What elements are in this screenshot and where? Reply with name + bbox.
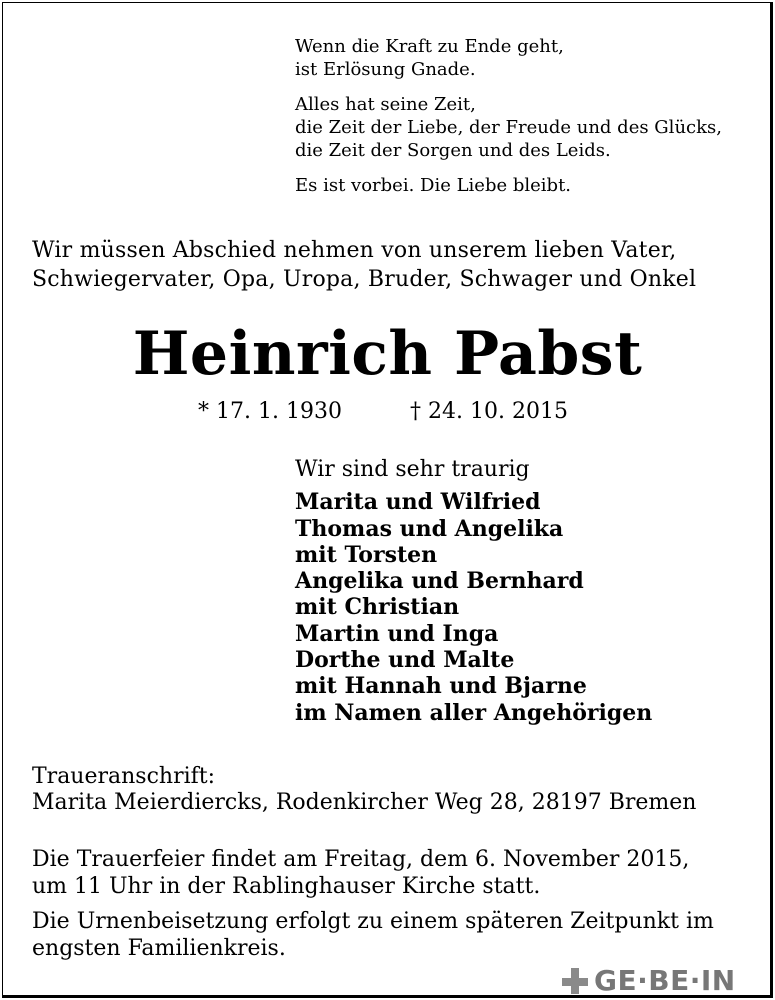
mourner-name: mit Hannah und Bjarne (295, 673, 587, 700)
funeral-line: Die Trauerfeier findet am Freitag, dem 6. November 2015, (32, 847, 690, 872)
poem-line: Es ist vorbei. Die Liebe bleibt. (295, 175, 572, 196)
ceremony-info (32, 846, 714, 970)
mourner-name: Thomas und Angelika (295, 515, 564, 542)
mourner-name: Martin und Inga (295, 620, 499, 647)
mourners-block (295, 457, 652, 726)
mourner-name: mit Christian (295, 594, 460, 621)
death-date: † 24. 10. 2015 (410, 399, 568, 424)
mourner-name: mit Torsten (295, 541, 438, 568)
mourner-name: Dorthe und Malte (295, 647, 515, 674)
address-value: Marita Meierdiercks, Rodenkircher Weg 28, 28197 Bremen (32, 790, 697, 815)
poem-line: Wenn die Kraft zu Ende geht, (295, 36, 564, 57)
intro-line: Schwiegervater, Opa, Uropa, Bruder, Schwager und Onkel (32, 267, 697, 292)
address-label: Traueranschrift: (32, 764, 216, 789)
poem-line: Alles hat seine Zeit, (295, 94, 476, 115)
poem-stanza-2 (295, 93, 722, 162)
urn-notice (32, 908, 714, 962)
mourner-name: im Namen aller Angehörigen (295, 699, 653, 726)
poem-line: die Zeit der Liebe, der Freude und des Glücks, (295, 117, 722, 138)
logo-mark-icon (562, 968, 588, 994)
poem-line: die Zeit der Sorgen und des Leids. (295, 140, 611, 161)
poem-stanza-1 (295, 35, 722, 81)
logo-text: GE·BE·IN (594, 964, 736, 997)
poem-stanza-3 (295, 174, 722, 197)
mourners-lead: Wir sind sehr traurig (295, 457, 530, 482)
gebein-logo (562, 966, 736, 996)
urn-line: engsten Familienkreis. (32, 936, 286, 961)
funeral-notice (32, 846, 714, 900)
funeral-line: um 11 Uhr in der Rablinghauser Kirche statt. (32, 874, 541, 899)
intro-line: Wir müssen Abschied nehmen von unserem lieben Vater, (32, 238, 677, 263)
poem (295, 35, 722, 209)
urn-line: Die Urnenbeisetzung erfolgt zu einem späteren Zeitpunkt im (32, 909, 714, 934)
mourner-name: Marita und Wilfried (295, 489, 541, 516)
deceased-name: Heinrich Pabst (132, 319, 643, 389)
mourner-name: Angelika und Bernhard (295, 568, 584, 595)
mourning-address (32, 764, 696, 816)
birth-date: * 17. 1. 1930 (198, 399, 342, 424)
farewell-intro (32, 236, 752, 294)
poem-line: ist Erlösung Gnade. (295, 59, 476, 80)
